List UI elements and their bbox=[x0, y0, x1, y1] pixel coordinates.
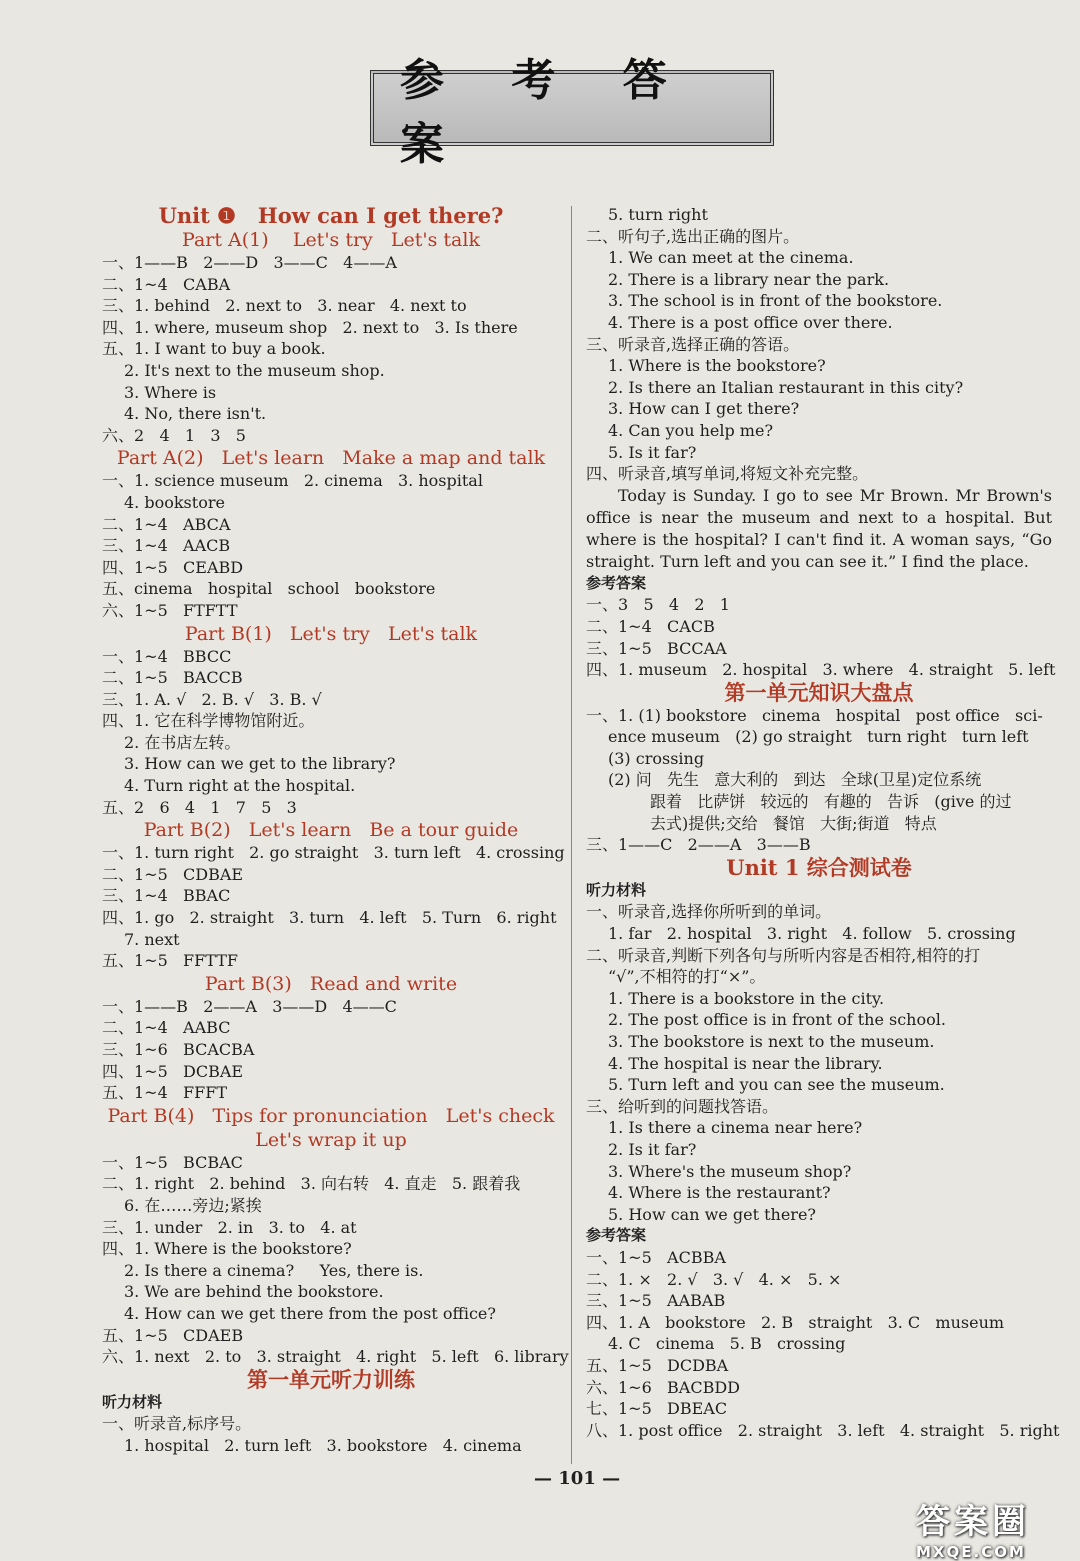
answer-line: 4. The hospital is near the library. bbox=[608, 1053, 883, 1073]
answer-line: 一、1~4 BBCC bbox=[102, 646, 232, 666]
answer-line: 八、1. post office 2. straight 3. left 4. straight 5. right bbox=[586, 1420, 1060, 1440]
answer-line: 一、听录音,标序号。 bbox=[102, 1414, 252, 1434]
subsection-label: 参考答案 bbox=[586, 573, 647, 592]
answer-line: 三、1~4 BBAC bbox=[102, 886, 231, 906]
answer-line: 三、1——C 2——A 3——B bbox=[586, 835, 811, 855]
answer-line: 三、1. A. √ 2. B. √ 3. B. √ bbox=[102, 689, 322, 709]
section-heading: Unit 1 综合测试卷 bbox=[726, 854, 912, 880]
watermark-line2: MXQE.COM bbox=[916, 1543, 1026, 1561]
answer-line: 二、1. right 2. behind 3. 向右转 4. 直走 5. 跟着我 bbox=[102, 1174, 521, 1194]
answer-line: 一、1——B 2——A 3——D 4——C bbox=[102, 996, 397, 1016]
answer-line: 一、1. science museum 2. cinema 3. hospital bbox=[102, 471, 483, 491]
answer-line: 2. Is there an Italian restaurant in this city? bbox=[608, 377, 964, 397]
answer-line: 三、1~6 BCACBA bbox=[102, 1040, 255, 1059]
answer-line: 三、1~5 AABAB bbox=[586, 1291, 726, 1311]
answer-line: 5. Is it far? bbox=[608, 442, 697, 462]
answer-line: 3. We are behind the bookstore. bbox=[124, 1282, 384, 1302]
answer-line: 3. The school is in front of the bookstore. bbox=[608, 291, 943, 311]
section-heading: Unit ❶ How can I get there? bbox=[158, 203, 504, 228]
answer-line: 4. Where is the restaurant? bbox=[608, 1183, 831, 1203]
answer-line: 1. Where is the bookstore? bbox=[608, 356, 826, 376]
answer-line: 一、1——B 2——D 3——C 4——A bbox=[102, 253, 397, 272]
answer-line: 一、听录音,选择你所听到的单词。 bbox=[586, 902, 832, 922]
subsection-label: 听力材料 bbox=[586, 880, 647, 899]
answer-line: 五、1~4 FFFT bbox=[102, 1083, 228, 1103]
answer-line: 5. How can we get there? bbox=[608, 1204, 816, 1224]
passage-text: Today is Sunday. I go to see Mr Brown. Mr Brown's office is near the museum and next to a hospital. But where is the hospital? I can't find it. A woman says, “Go straight. Turn left and you can see it.” I find the place. bbox=[586, 485, 1052, 571]
answer-line: 3. How can we get to the library? bbox=[124, 754, 396, 774]
answer-line: 六、2 4 1 3 5 bbox=[102, 425, 246, 445]
answer-line: 4. C cinema 5. B crossing bbox=[608, 1334, 846, 1354]
answer-line: 二、1~4 ABCA bbox=[102, 514, 231, 534]
answer-line: 一、1~5 ACBBA bbox=[586, 1247, 726, 1267]
answer-line: 7. next bbox=[124, 929, 180, 949]
answer-line: 4. bookstore bbox=[124, 492, 225, 512]
answer-line: 三、听录音,选择正确的答语。 bbox=[586, 334, 800, 354]
watermark-line1: 答案圈 bbox=[916, 1502, 1030, 1542]
page-number: — 101 — bbox=[534, 1468, 621, 1489]
answer-line: 2. The post office is in front of the school. bbox=[608, 1010, 946, 1030]
answer-line: 二、1. × 2. √ 3. √ 4. × 5. × bbox=[586, 1269, 842, 1289]
answer-line: 六、1~6 BACBDD bbox=[586, 1377, 740, 1397]
left-column bbox=[102, 203, 569, 1457]
answer-line: 6. 在……旁边;紧挨 bbox=[124, 1195, 262, 1215]
answer-line: 五、1~5 DCDBA bbox=[586, 1355, 729, 1375]
answer-line: 2. There is a library near the park. bbox=[608, 269, 890, 289]
answer-line: 1. We can meet at the cinema. bbox=[608, 248, 854, 268]
answer-line: 4. Turn right at the hospital. bbox=[124, 776, 356, 796]
answer-line: 三、1~4 AACB bbox=[102, 536, 231, 556]
answer-line: 二、1~4 CABA bbox=[102, 274, 231, 294]
subsection-label: 听力材料 bbox=[102, 1392, 163, 1411]
section-heading: Let's wrap it up bbox=[255, 1128, 407, 1151]
answer-line: (2) 问 先生 意大利的 到达 全球(卫星)定位系统 bbox=[608, 770, 982, 790]
answer-line: 2. 在书店左转。 bbox=[124, 732, 241, 752]
answer-line: 四、1. where, museum shop 2. next to 3. Is there bbox=[102, 317, 518, 337]
section-heading: 第一单元知识大盘点 bbox=[724, 679, 914, 705]
answer-line: 四、1. museum 2. hospital 3. where 4. straight 5. left bbox=[586, 660, 1056, 680]
answer-line: 3. Where is bbox=[124, 382, 217, 402]
answer-line: 一、1~5 BCBAC bbox=[102, 1152, 243, 1172]
answer-line: 去式)提供;交给 餐馆 大街;街道 特点 bbox=[650, 813, 937, 833]
answer-line: 3. The bookstore is next to the museum. bbox=[608, 1032, 935, 1051]
answer-line: 2. It's next to the museum shop. bbox=[124, 360, 385, 380]
answer-line: 四、1. A bookstore 2. B straight 3. C museum bbox=[586, 1312, 1005, 1332]
answer-line: 二、1~5 CDBAE bbox=[102, 864, 244, 884]
answer-line: 1. There is a bookstore in the city. bbox=[608, 988, 885, 1008]
section-heading: Part B(1) Let's try Let's talk bbox=[184, 622, 478, 645]
answer-line: 六、1. next 2. to 3. straight 4. right 5. left 6. library bbox=[102, 1347, 569, 1367]
watermark-logo bbox=[916, 1494, 1066, 1561]
answer-line: 五、1. I want to buy a book. bbox=[102, 339, 326, 359]
answer-line: 五、1~5 CDAEB bbox=[102, 1325, 244, 1345]
section-heading: Part A(2) Let's learn Make a map and talk bbox=[116, 447, 546, 470]
page-title-box bbox=[370, 55, 774, 170]
answer-line: 4. There is a post office over there. bbox=[608, 312, 893, 332]
answer-line: 一、1. (1) bookstore cinema hospital post office sci- bbox=[586, 705, 1043, 725]
answer-line: 四、1. Where is the bookstore? bbox=[102, 1239, 352, 1259]
answer-line: 1. hospital 2. turn left 3. bookstore 4. cinema bbox=[124, 1435, 522, 1455]
answer-line: 四、1. go 2. straight 3. turn 4. left 5. Turn 6. right bbox=[102, 908, 557, 928]
page-title: 参 考 答 案 bbox=[400, 55, 693, 170]
section-heading: 第一单元听力训练 bbox=[247, 1366, 415, 1392]
answer-line: 一、3 5 4 2 1 bbox=[586, 595, 730, 615]
answer-line: 二、1~4 CACB bbox=[586, 616, 715, 636]
answer-line: 三、1~5 BCCAA bbox=[586, 638, 727, 658]
answer-line: 六、1~5 FTFTT bbox=[102, 600, 238, 620]
answer-line: (3) crossing bbox=[608, 748, 705, 768]
answer-line: 四、听录音,填写单词,将短文补充完整。 bbox=[586, 464, 869, 484]
answer-line: 1. Is there a cinema near here? bbox=[608, 1118, 863, 1138]
answer-line: 二、1~5 BACCB bbox=[102, 668, 243, 688]
right-column bbox=[586, 204, 1060, 1441]
answer-line: 二、听句子,选出正确的图片。 bbox=[586, 226, 800, 246]
answer-line: 4. Can you help me? bbox=[608, 420, 774, 440]
answer-line: 五、2 6 4 1 7 5 3 bbox=[102, 797, 297, 817]
answer-line: 三、1. behind 2. next to 3. near 4. next to bbox=[102, 296, 467, 316]
section-heading: Part A(1) Let's try Let's talk bbox=[182, 229, 480, 251]
answer-line: 五、cinema hospital school bookstore bbox=[102, 579, 436, 599]
answer-line: 跟着 比萨饼 较远的 有趣的 告诉 (give 的过 bbox=[650, 792, 1012, 812]
answer-line: 4. No, there isn't. bbox=[124, 404, 267, 424]
answer-line: 三、给听到的问题找答语。 bbox=[586, 1096, 779, 1116]
answer-line: 一、1. turn right 2. go straight 3. turn left 4. crossing bbox=[102, 843, 565, 863]
passage-block bbox=[586, 485, 1052, 573]
subsection-label: 参考答案 bbox=[586, 1226, 647, 1245]
answer-line: 2. Is it far? bbox=[608, 1139, 697, 1159]
answer-line: 4. How can we get there from the post office? bbox=[124, 1303, 496, 1323]
section-heading: Part B(4) Tips for pronunciation Let's check bbox=[107, 1104, 555, 1127]
answer-line: 5. turn right bbox=[608, 205, 708, 224]
answer-line: 三、1. under 2. in 3. to 4. at bbox=[102, 1217, 357, 1237]
answer-line: 5. Turn left and you can see the museum. bbox=[608, 1075, 945, 1095]
answer-line: 2. Is there a cinema? Yes, there is. bbox=[124, 1260, 424, 1280]
answer-line: 3. Where's the museum shop? bbox=[608, 1161, 852, 1181]
answer-line: 3. How can I get there? bbox=[608, 399, 800, 419]
answer-line: 五、1~5 FFTTF bbox=[102, 951, 238, 971]
section-heading: Part B(3) Read and write bbox=[204, 972, 458, 995]
answer-line: 七、1~5 DBEAC bbox=[586, 1399, 728, 1419]
answer-line: ence museum (2) go straight turn right turn left bbox=[608, 727, 1029, 747]
answer-line: 四、1. 它在科学博物馆附近。 bbox=[102, 711, 315, 731]
section-heading: Part B(2) Let's learn Be a tour guide bbox=[143, 819, 519, 842]
answer-line: “√”,不相符的打“×”。 bbox=[608, 967, 766, 987]
answer-line: 1. far 2. hospital 3. right 4. follow 5. crossing bbox=[608, 924, 1016, 944]
answer-line: 二、1~4 AABC bbox=[102, 1018, 231, 1038]
answer-line: 二、听录音,判断下列各句与所听内容是否相符,相符的打 bbox=[586, 945, 981, 965]
answer-line: 四、1~5 DCBAE bbox=[102, 1061, 244, 1081]
answer-line: 四、1~5 CEABD bbox=[102, 557, 244, 577]
column-divider bbox=[571, 206, 572, 1464]
